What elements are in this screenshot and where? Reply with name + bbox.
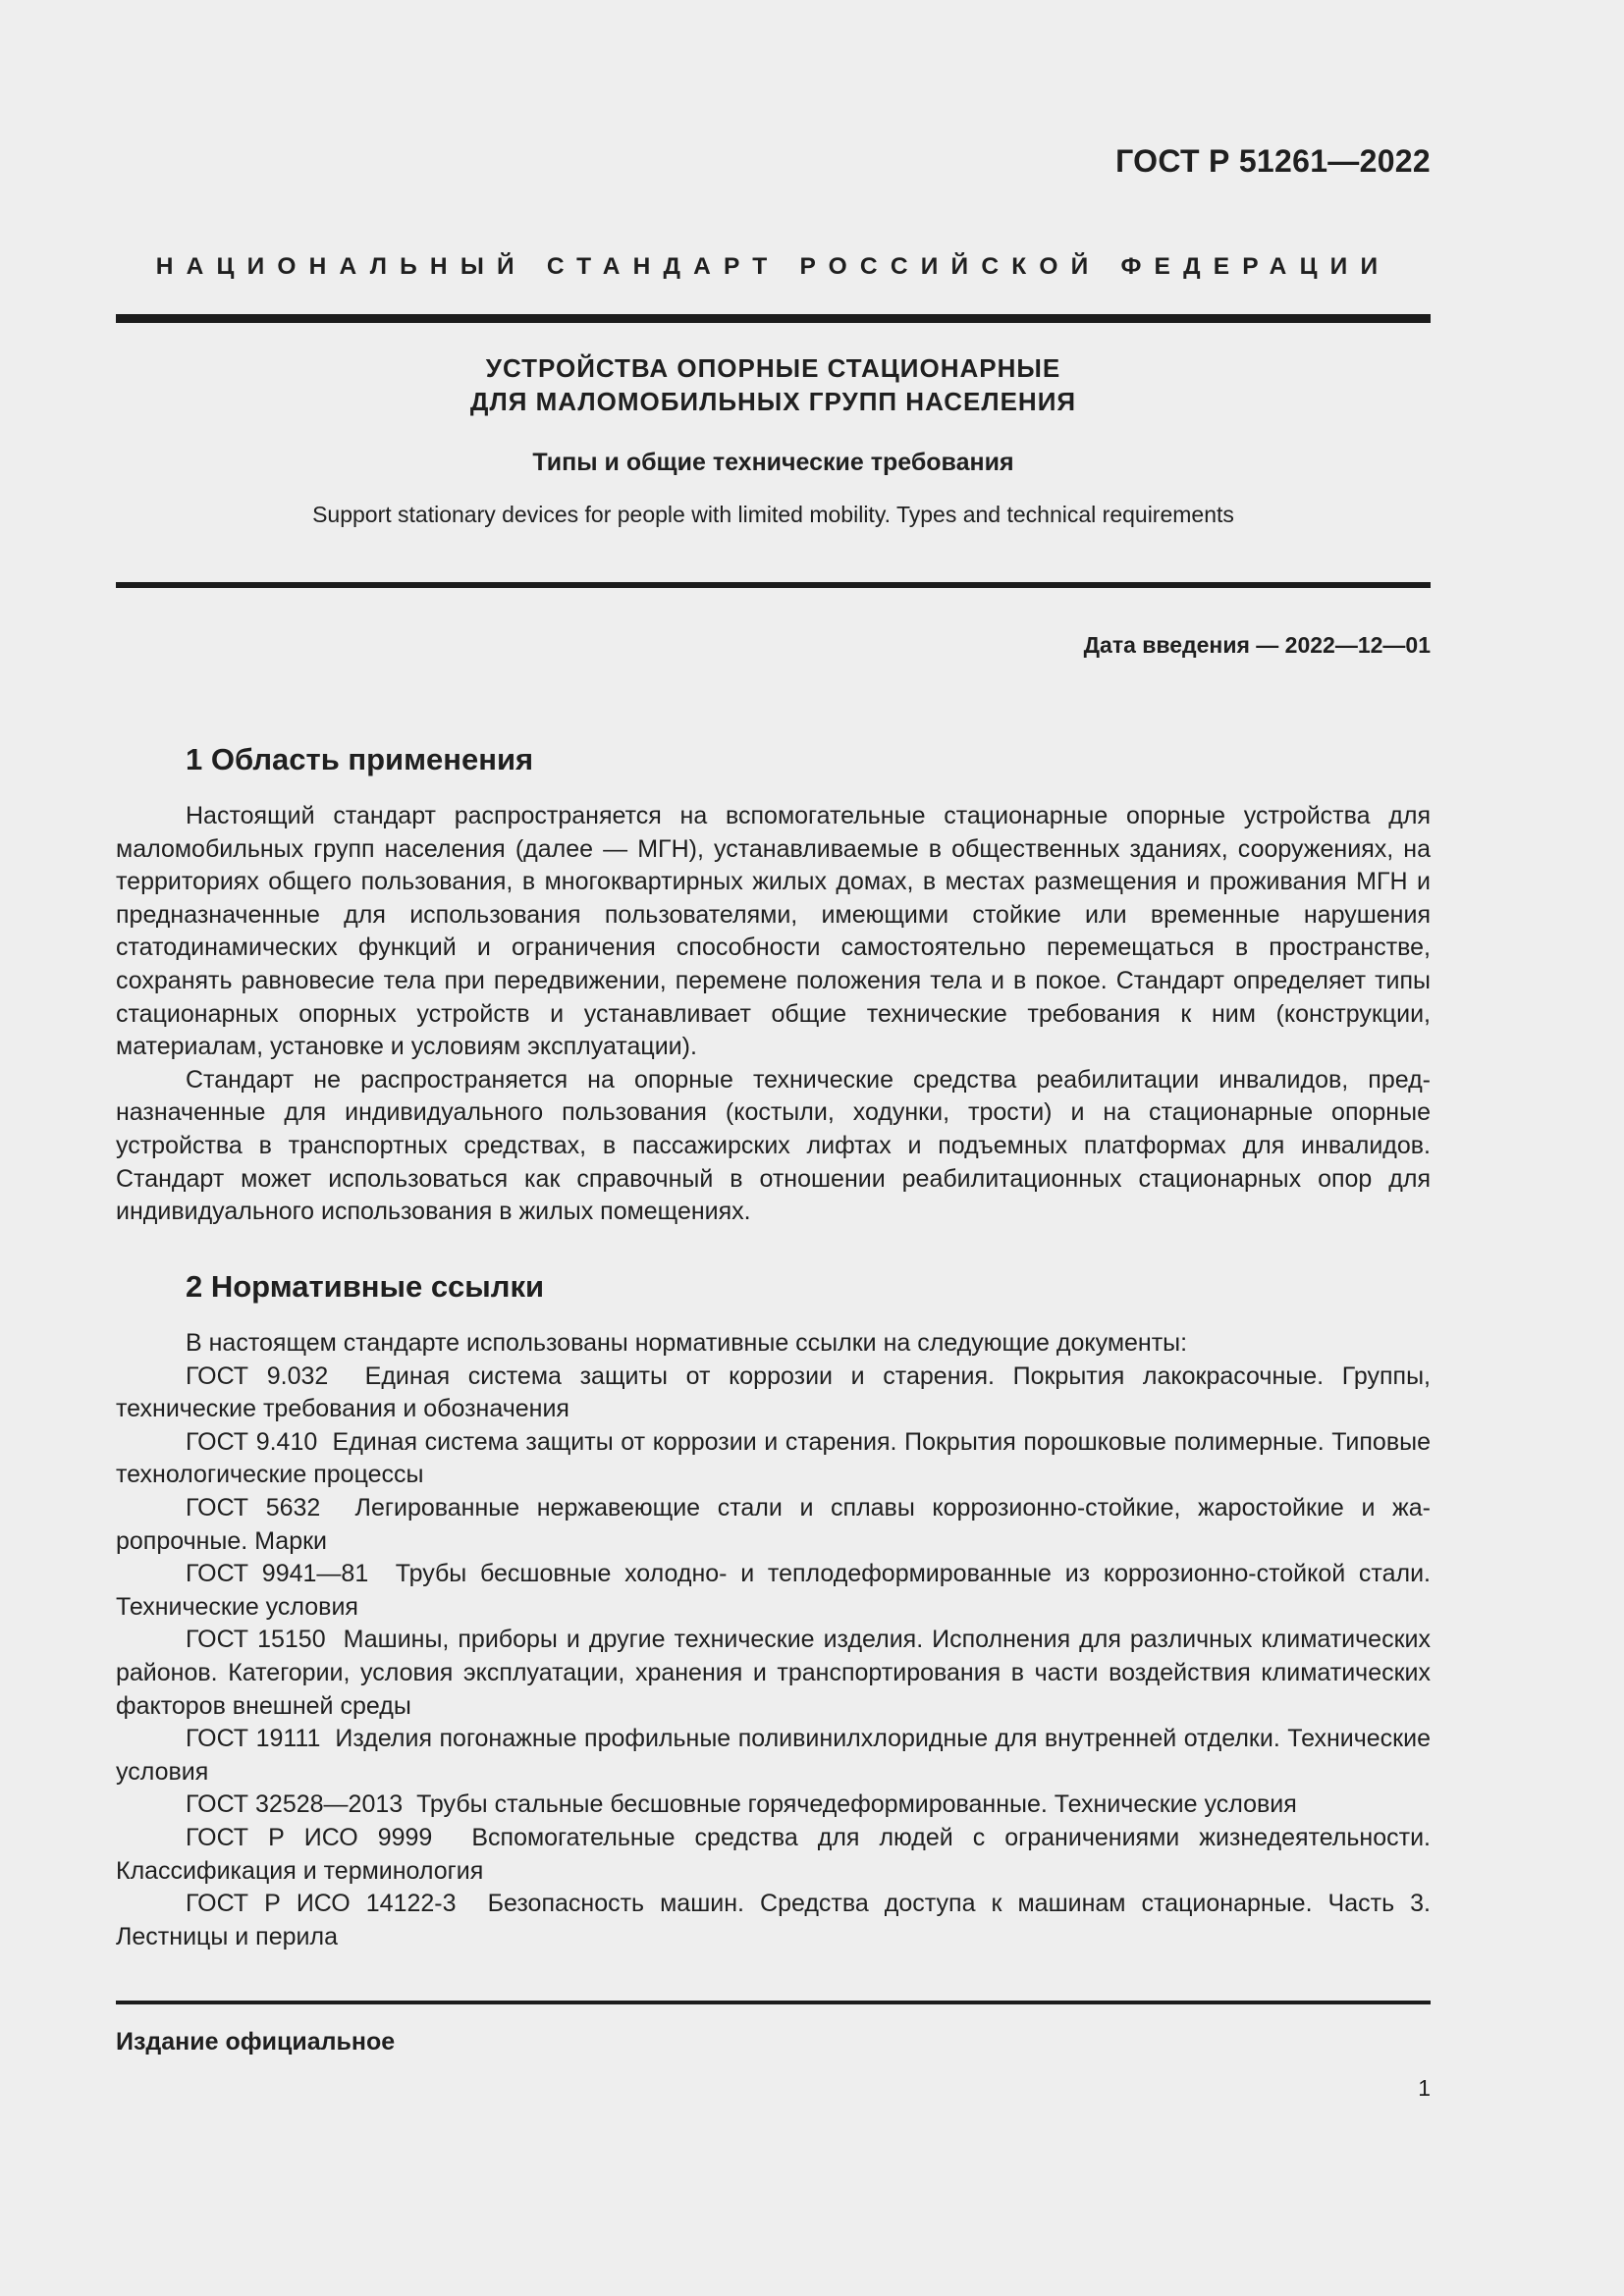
reference-title: Изделия погонажные профильные поливинилхлоридные для внутренней отделки. Технические условия	[116, 1725, 1431, 1786]
reference-title: Единая система защиты от коррозии и старения. Покрытия лакокрасочные. Группы, технические требования и обозначения	[116, 1362, 1431, 1423]
reference-item	[116, 1624, 1431, 1723]
reference-code: ГОСТ Р ИСО 9999	[186, 1823, 433, 1851]
national-standard-banner: НАЦИОНАЛЬНЫЙ СТАНДАРТ РОССИЙСКОЙ ФЕДЕРАЦИИ	[155, 253, 1391, 280]
title-line-1: УСТРОЙСТВА ОПОРНЫЕ СТАЦИОНАРНЫЕ	[485, 353, 1061, 383]
page-number: 1	[1418, 2075, 1431, 2101]
reference-item	[116, 1492, 1431, 1558]
reference-code: ГОСТ 9.032	[186, 1362, 329, 1390]
reference-title: Трубы стальные бесшовные горячедеформированные. Технические условия	[416, 1790, 1297, 1819]
date-introduced: Дата введения — 2022—12—01	[1083, 632, 1431, 658]
reference-code: ГОСТ 19111	[186, 1725, 321, 1753]
reference-title: Вспомогательные средства для людей с ограничениями жизнедеятельности. Классификация и терминология	[116, 1823, 1431, 1885]
document-subtitle: Типы и общие технические требования	[532, 449, 1014, 476]
section-scope-body	[116, 800, 1431, 1229]
reference-item	[116, 1558, 1431, 1624]
reference-item	[116, 1822, 1431, 1888]
title-line-2: ДЛЯ МАЛОМОБИЛЬНЫХ ГРУПП НАСЕЛЕНИЯ	[469, 387, 1077, 416]
scope-paragraph: Настоящий стандарт распространяется на вспомогательные стационарные опорные устройства для маломобильных групп населения (далее — МГН), устанавливаемые в общественных зданиях, сооружениях, на территориях общего пользования, в многоквартирных жилых домах, в местах размещения и проживания МГН и предназначенные для использования пользователями, имеющими стойкие или временные нарушения статодинамических функций и ограничения способности самостоятельно перемещаться в пространстве, сохранять равновесие тела при передвижении, перемене положения тела и в покое. Стандарт определяет типы стационарных опорных устройств и устанавливает общие технические требования к ним (конструкции, материалам, установке и условиям эксплуатации).	[116, 802, 1431, 1061]
reference-code: ГОСТ 5632	[186, 1493, 321, 1522]
reference-code: ГОСТ 32528—2013	[186, 1790, 404, 1819]
title-divider	[116, 582, 1431, 588]
reference-code: ГОСТ Р ИСО 14122-3	[186, 1890, 457, 1918]
section-heading-references: 2 Нормативные ссылки	[186, 1269, 545, 1304]
gost-number: ГОСТ Р 51261—2022	[1115, 143, 1431, 179]
reference-item	[116, 1888, 1431, 1953]
references-intro: В настоящем стандарте использованы нормативные ссылки на следующие документы:	[186, 1329, 1188, 1357]
reference-item	[116, 1789, 1431, 1822]
official-edition-label: Издание официальное	[116, 2028, 396, 2056]
title-block	[116, 351, 1431, 529]
reference-item	[116, 1426, 1431, 1492]
reference-title: Единая система защиты от коррозии и старения. Покрытия порошковые полимерные. Типовые технологические процессы	[116, 1427, 1431, 1489]
reference-code: ГОСТ 9.410	[186, 1427, 318, 1456]
reference-title: Машины, приборы и другие технические изделия. Исполнения для различных климатических районов. Категории, условия эксплуатации, хранения и транспортирования в части воздействия климатических факторов внешней среды	[116, 1626, 1431, 1720]
reference-item	[116, 1361, 1431, 1426]
section-heading-scope: 1 Область применения	[186, 742, 534, 776]
reference-title: Трубы бесшовные холодно- и теплодеформированные из коррозионно-стойкой стали. Технические условия	[116, 1560, 1431, 1621]
section-references-body	[116, 1327, 1431, 1953]
top-divider	[116, 314, 1431, 323]
reference-code: ГОСТ 15150	[186, 1626, 326, 1654]
footer-divider	[116, 2001, 1431, 2004]
scope-paragraph: Стандарт не распространяется на опорные технические средства реабилитации инвалидов, предназначенные для индивидуального пользования (костыли, ходунки, трости) и на стационарные опорные устройства в транспортных средствах, в пассажирских лифтах и подъемных платформах для инвалидов. Стандарт может использоваться как справочный в отношении реабилитационных стационарных опор для индивидуального использования в жилых помещениях.	[116, 1065, 1431, 1226]
english-title: Support stationary devices for people with limited mobility. Types and technical requirements	[312, 502, 1234, 527]
reference-title: Легированные нержавеющие стали и сплавы коррозионно-стойкие, жаростойкие и жаропрочные. Марки	[116, 1493, 1431, 1555]
reference-item	[116, 1723, 1431, 1789]
reference-code: ГОСТ 9941—81	[186, 1560, 369, 1588]
reference-title: Безопасность машин. Средства доступа к машинам стационарные. Часть 3. Лестницы и перила	[116, 1890, 1431, 1950]
